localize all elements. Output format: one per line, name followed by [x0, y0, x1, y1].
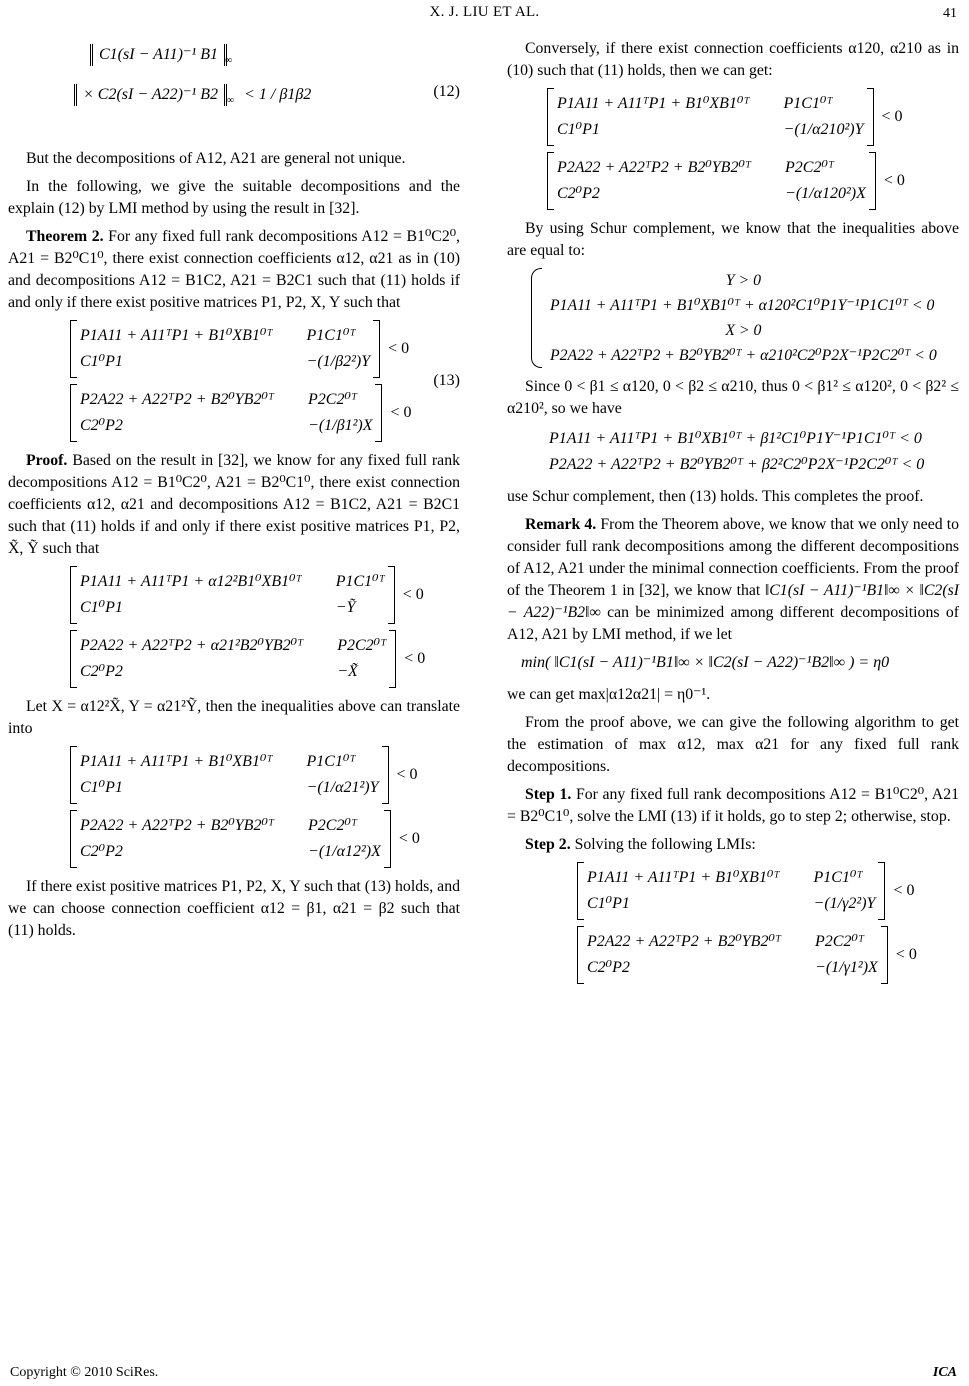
step-label: Step 2.: [525, 836, 571, 853]
proof: [8, 450, 460, 560]
equation-12-rhs: < 1 / β1β2: [244, 86, 312, 104]
theorem-text: For any fixed full rank decompositions A12 = B1⁰C2⁰, A21 = B2⁰C1⁰, there exist connection coefficients α12, α21 as in (10) and decompositions A12 = B1C2, A21 = B2C1 such that (11) holds if and only if there exist positive matrices P1, P2, X, Y such that: [8, 228, 460, 311]
paragraph: we can get max|α12α21| = η0⁻¹.: [507, 686, 711, 703]
remark-label: Remark 4.: [525, 516, 597, 533]
paragraph: But the decompositions of A12, A21 are general not unique.: [26, 150, 406, 167]
equation-13: P1A11 + A11ᵀP1 + B1⁰XB1⁰ᵀ P1C1⁰ᵀ C1⁰P1 −(1/β2²)Y < 0 P2A22 + A22ᵀP2 + B2⁰YB2⁰ᵀ P2C2⁰ᵀ C2⁰P2 −(1/β1²)X < 0 (13): [8, 320, 460, 442]
remark-4: Remark 4. From the Theorem above, we know that we only need to consider full rank decompositions among the different decompositions of A12, A21 under the minimal connection coefficients. From the proof of the Theorem 1 in [32], we know that ‖C1(sI − A11)⁻¹B1‖∞ × ‖C2(sI − A22)⁻¹B2‖∞ can be minimized among different decompositions of A12, A21 by LMI method, if we let: [507, 516, 959, 643]
equation-number: (12): [433, 83, 460, 100]
page-footer: [0, 1352, 969, 1386]
theorem-2: [8, 226, 460, 314]
step-1: Step 1. For any fixed full rank decompositions A12 = B1⁰C2⁰, A21 = B2⁰C1⁰, solve the LMI (13) if it holds, go to step 2; otherwise, stop.: [507, 786, 960, 825]
journal-name: ICA: [932, 1365, 957, 1380]
equation-number: (13): [433, 372, 460, 389]
paragraph: If there exist positive matrices P1, P2, X, Y such that (13) holds, and we can choose connection coefficient α12 = β1, α21 = β2 such that (11) holds.: [8, 878, 460, 939]
lmi-matrix-1: P1A11 + A11ᵀP1 + B1⁰XB1⁰ᵀ P1C1⁰ᵀ C1⁰P1 −(1/β2²)Y: [70, 320, 380, 378]
equation-12: C1(sI − A11)⁻¹ B1 $_\infty$ × C2(sI − A22)⁻¹ B2 $_\infty$ < 1 / β1β2 (12): [8, 44, 460, 140]
theorem-label: Theorem 2.: [26, 228, 104, 245]
equation-tilde: P1A11 + A11ᵀP1 + α12²B1⁰XB1⁰ᵀ P1C1⁰ᵀ C1⁰P1 −Ỹ < 0 P2A22 + A22ᵀP2 + α21²B2⁰YB2⁰ᵀ P2C2⁰ᵀ C2⁰P2 −X̃ < 0: [8, 566, 460, 688]
copyright-notice: Copyright © 2010 SciRes.: [10, 1365, 159, 1380]
lmi-matrix-1: P1A11 + A11ᵀP1 + α12²B1⁰XB1⁰ᵀ P1C1⁰ᵀ C1⁰P1 −Ỹ: [70, 566, 395, 624]
min-equation: min( ‖C1(sI − A11)⁻¹B1‖∞ × ‖C2(sI − A22)⁻¹B2‖∞ ) = η0: [521, 654, 890, 671]
lmi-matrix-1: P1A11 + A11ᵀP1 + B1⁰XB1⁰ᵀ P1C1⁰ᵀ C1⁰P1 −(1/α210²)Y: [547, 88, 874, 146]
running-title: X. J. LIU ET AL.: [429, 4, 540, 20]
remark-norm: ‖C1(sI − A11)⁻¹B1‖∞ × ‖C2(sI − A22)⁻¹B2‖∞: [507, 582, 959, 621]
right-column: [507, 38, 959, 992]
left-column: [8, 38, 460, 948]
norm-term-2: × C2(sI − A22)⁻¹ B2: [74, 84, 227, 106]
system-row: X > 0: [725, 322, 762, 339]
system-row: P1A11 + A11ᵀP1 + B1⁰XB1⁰ᵀ + α120²C1⁰P1Y⁻¹P1C1⁰ᵀ < 0: [550, 297, 935, 314]
norm-term-1: C1(sI − A11)⁻¹ B1: [90, 44, 227, 66]
equation-translated: P1A11 + A11ᵀP1 + B1⁰XB1⁰ᵀ P1C1⁰ᵀ C1⁰P1 −(1/α21²)Y < 0 P2A22 + A22ᵀP2 + B2⁰YB2⁰ᵀ P2C2⁰ᵀ C2⁰P2 −(1/α12²)X < 0: [8, 746, 460, 868]
paragraph: In the following, we give the suitable decompositions and the explain (12) by LMI method by using the result in [32].: [8, 178, 460, 217]
inequality-pair: [549, 426, 959, 478]
step-label: Step 1.: [525, 786, 572, 803]
paragraph: Conversely, if there exist connection coefficients α120, α210 as in (10) such that (11) holds, then we can get:: [507, 40, 959, 79]
paragraph: By using Schur complement, we know that the inequalities above are equal to:: [507, 220, 959, 259]
lmi-matrix-1: P1A11 + A11ᵀP1 + B1⁰XB1⁰ᵀ P1C1⁰ᵀ C1⁰P1 −(1/γ2²)Y: [577, 862, 885, 920]
equation-step2: P1A11 + A11ᵀP1 + B1⁰XB1⁰ᵀ P1C1⁰ᵀ C1⁰P1 −(1/γ2²)Y < 0 P2A22 + A22ᵀP2 + B2⁰YB2⁰ᵀ P2C2⁰ᵀ C2⁰P2 −(1/γ1²)X < 0: [507, 862, 959, 984]
lmi-matrix-2: P2A22 + A22ᵀP2 + B2⁰YB2⁰ᵀ P2C2⁰ᵀ C2⁰P2 −(1/α120²)X: [547, 152, 876, 210]
lmi-matrix-2: P2A22 + A22ᵀP2 + B2⁰YB2⁰ᵀ P2C2⁰ᵀ C2⁰P2 −(1/γ1²)X: [577, 926, 888, 984]
lmi-matrix-2: P2A22 + A22ᵀP2 + B2⁰YB2⁰ᵀ P2C2⁰ᵀ C2⁰P2 −(1/α12²)X: [70, 810, 391, 868]
inequality-row: P1A11 + A11ᵀP1 + B1⁰XB1⁰ᵀ + β1²C1⁰P1Y⁻¹P1C1⁰ᵀ < 0: [549, 430, 922, 447]
page-header: [0, 2, 969, 32]
proof-label: Proof.: [26, 452, 68, 469]
lmi-matrix-2: P2A22 + A22ᵀP2 + α21²B2⁰YB2⁰ᵀ P2C2⁰ᵀ C2⁰P2 −X̃: [70, 630, 396, 688]
paragraph: Let X = α12²X̃, Y = α21²Ỹ, then the inequalities above can translate into: [8, 698, 460, 737]
system-row: P2A22 + A22ᵀP2 + B2⁰YB2⁰ᵀ + α210²C2⁰P2X⁻¹P2C2⁰ᵀ < 0: [550, 347, 937, 364]
equation-conversely: P1A11 + A11ᵀP1 + B1⁰XB1⁰ᵀ P1C1⁰ᵀ C1⁰P1 −(1/α210²)Y < 0 P2A22 + A22ᵀP2 + B2⁰YB2⁰ᵀ P2C2⁰ᵀ C2⁰P2 −(1/α120²)X < 0: [507, 88, 959, 210]
inequality-system: [531, 268, 959, 368]
lmi-matrix-1: P1A11 + A11ᵀP1 + B1⁰XB1⁰ᵀ P1C1⁰ᵀ C1⁰P1 −(1/α21²)Y: [70, 746, 389, 804]
lmi-matrix-2: P2A22 + A22ᵀP2 + B2⁰YB2⁰ᵀ P2C2⁰ᵀ C2⁰P2 −(1/β1²)X: [70, 384, 382, 442]
page-number: 41: [943, 6, 957, 21]
paragraph: From the proof above, we can give the following algorithm to get the estimation of max α12, max α21 for any fixed full rank decompositions.: [507, 714, 959, 775]
paragraph: use Schur complement, then (13) holds. This completes the proof.: [507, 488, 924, 505]
inequality-row: P2A22 + A22ᵀP2 + B2⁰YB2⁰ᵀ + β2²C2⁰P2X⁻¹P2C2⁰ᵀ < 0: [549, 456, 925, 473]
paragraph: Since 0 < β1 ≤ α120, 0 < β2 ≤ α210, thus 0 < β1² ≤ α120², 0 < β2² ≤ α210², so we have: [507, 378, 959, 417]
proof-text: Based on the result in [32], we know for any fixed full rank decompositions A12 = B1⁰C2⁰, A21 = B2⁰C1⁰, there exist connection coefficients α12, α21 and decompositions A12 = B1C2, A21 = B2C1 such that (11) holds if and only if there exist positive matrices P1, P2, X̃, Ỹ such that: [8, 452, 460, 557]
system-row: Y > 0: [725, 272, 761, 289]
step-2: Step 2. Solving the following LMIs:: [525, 836, 756, 853]
